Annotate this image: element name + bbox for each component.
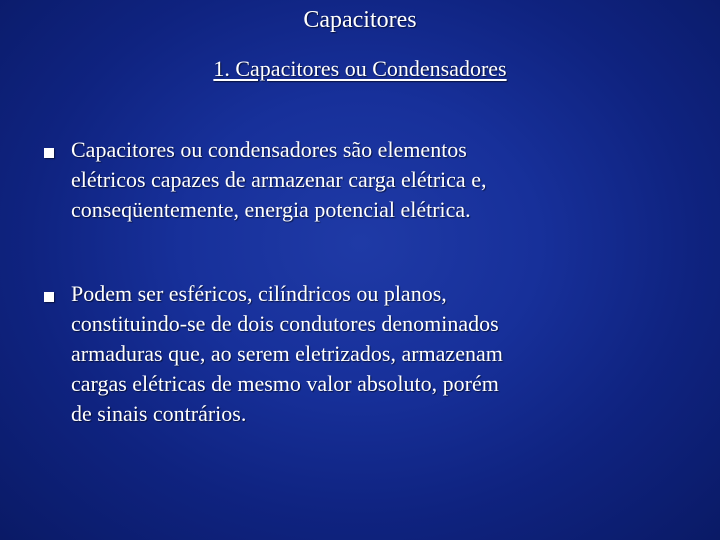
bullet-line: elétricos capazes de armazenar carga elétrica e, [71, 167, 487, 192]
bullet-line: armaduras que, ao serem eletrizados, armazenam [71, 341, 503, 366]
bullet-text-1 [71, 135, 681, 225]
bullet-text-2 [71, 279, 681, 429]
bullet-line: conseqüentemente, energia potencial elétrica. [71, 197, 471, 222]
bullet-line: Capacitores ou condensadores são elementos [71, 137, 467, 162]
square-bullet-icon [44, 292, 54, 302]
bullet-line: Podem ser esféricos, cilíndricos ou planos, [71, 281, 447, 306]
bullet-line: constituindo-se de dois condutores denominados [71, 311, 499, 336]
square-bullet-icon [44, 148, 54, 158]
bullet-line: de sinais contrários. [71, 401, 247, 426]
slide-subtitle: 1. Capacitores ou Condensadores [213, 56, 507, 81]
slide-title: Capacitores [303, 7, 417, 33]
bullet-line: cargas elétricas de mesmo valor absoluto, porém [71, 371, 499, 396]
